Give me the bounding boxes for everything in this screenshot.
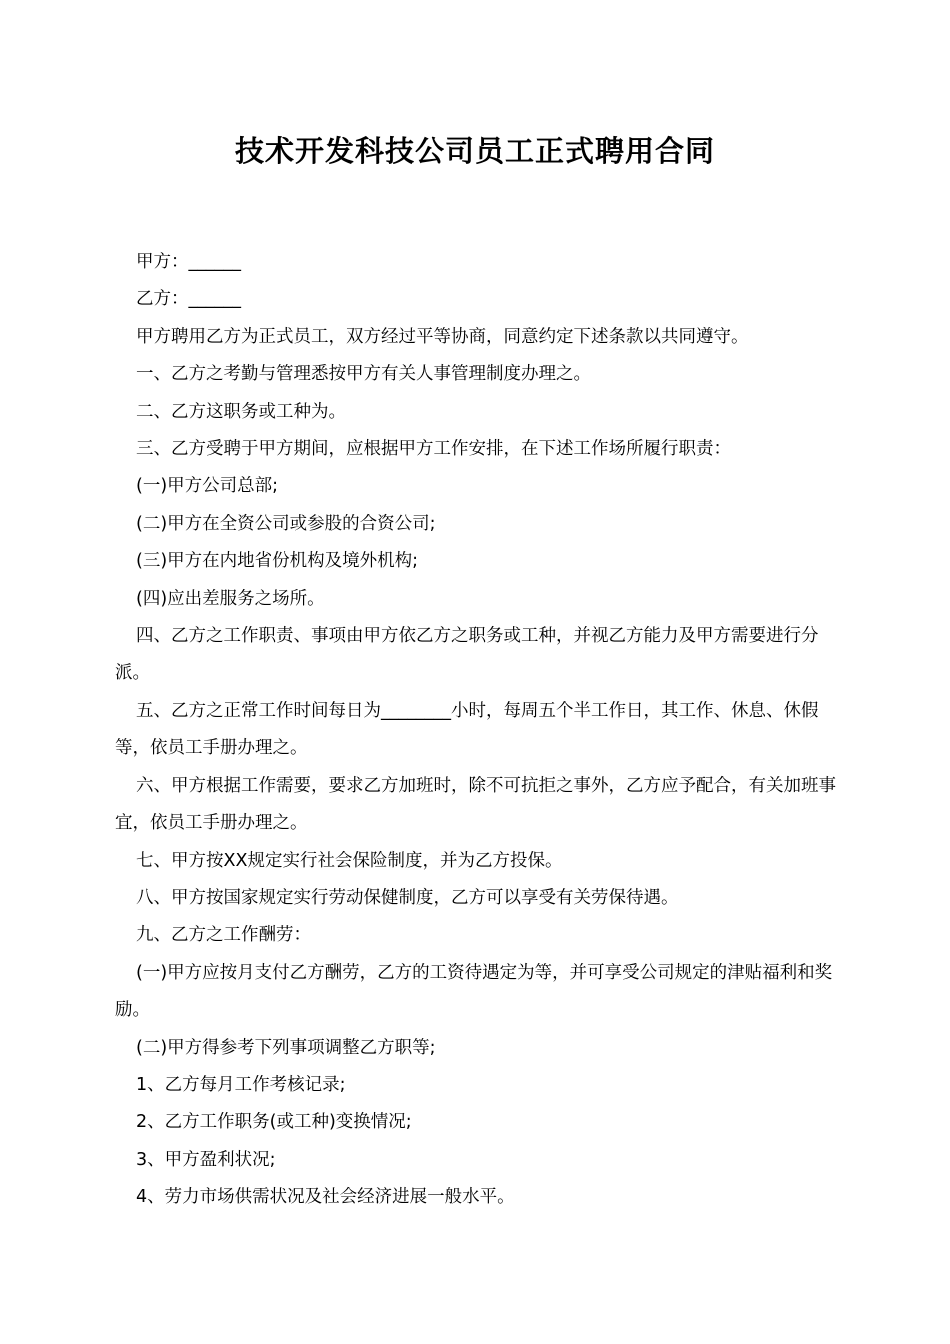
clause-1: 一、乙方之考勤与管理悉按甲方有关人事管理制度办理之。: [136, 364, 591, 385]
clause-9-item-1: (一)甲方应按月支付乙方酬劳，乙方的工资待遇定为等，并可享受公司规定的津贴福利和奖励。: [115, 962, 833, 1021]
clause-7: 七、甲方按XX规定实行社会保险制度，并为乙方投保。: [136, 850, 563, 871]
clause-3-item-3: (三)甲方在内地省份机构及境外机构;: [136, 551, 419, 572]
clause-3: 三、乙方受聘于甲方期间，应根据甲方工作安排，在下述工作场所履行职责：: [136, 439, 731, 460]
adjustment-item-4: 4、劳力市场供需状况及社会经济进展一般水平。: [136, 1187, 515, 1208]
clause-3-item-4: (四)应出差服务之场所。: [136, 588, 325, 609]
clause-3-item-1: (一)甲方公司总部;: [136, 476, 279, 497]
clause-6: 六、甲方根据工作需要，要求乙方加班时，除不可抗拒之事外，乙方应予配合，有关加班事宜，依员工手册办理之。: [115, 775, 836, 834]
clause-9-item-2: (二)甲方得参考下列事项调整乙方职等;: [136, 1037, 436, 1058]
clause-9: 九、乙方之工作酬劳：: [136, 925, 311, 946]
clause-3-item-2: (二)甲方在全资公司或参股的合资公司;: [136, 513, 436, 534]
party-b-line: 乙方：______: [136, 289, 241, 310]
party-a-line: 甲方：______: [136, 252, 241, 272]
intro-paragraph: 甲方聘用乙方为正式员工，双方经过平等协商，同意约定下述条款以共同遵守。: [136, 326, 749, 347]
clause-4: 四、乙方之工作职责、事项由甲方依乙方之职务或工种，并视乙方能力及甲方需要进行分派。: [115, 626, 819, 684]
document-title: 技术开发科技公司员工正式聘用合同: [234, 134, 715, 168]
clause-2: 二、乙方这职务或工种为。: [136, 401, 346, 422]
adjustment-item-3: 3、甲方盈利状况;: [136, 1149, 276, 1170]
clause-5: 五、乙方之正常工作时间每日为________小时，每周五个半工作日，其工作、休息、休假等，依员工手册办理之。: [115, 700, 819, 759]
clause-8: 八、甲方按国家规定实行劳动保健制度，乙方可以享受有关劳保待遇。: [136, 887, 679, 908]
document-body: [115, 244, 845, 1217]
adjustment-item-2: 2、乙方工作职务(或工种)变换情况;: [136, 1112, 412, 1133]
adjustment-item-1: 1、乙方每月工作考核记录;: [136, 1074, 346, 1095]
